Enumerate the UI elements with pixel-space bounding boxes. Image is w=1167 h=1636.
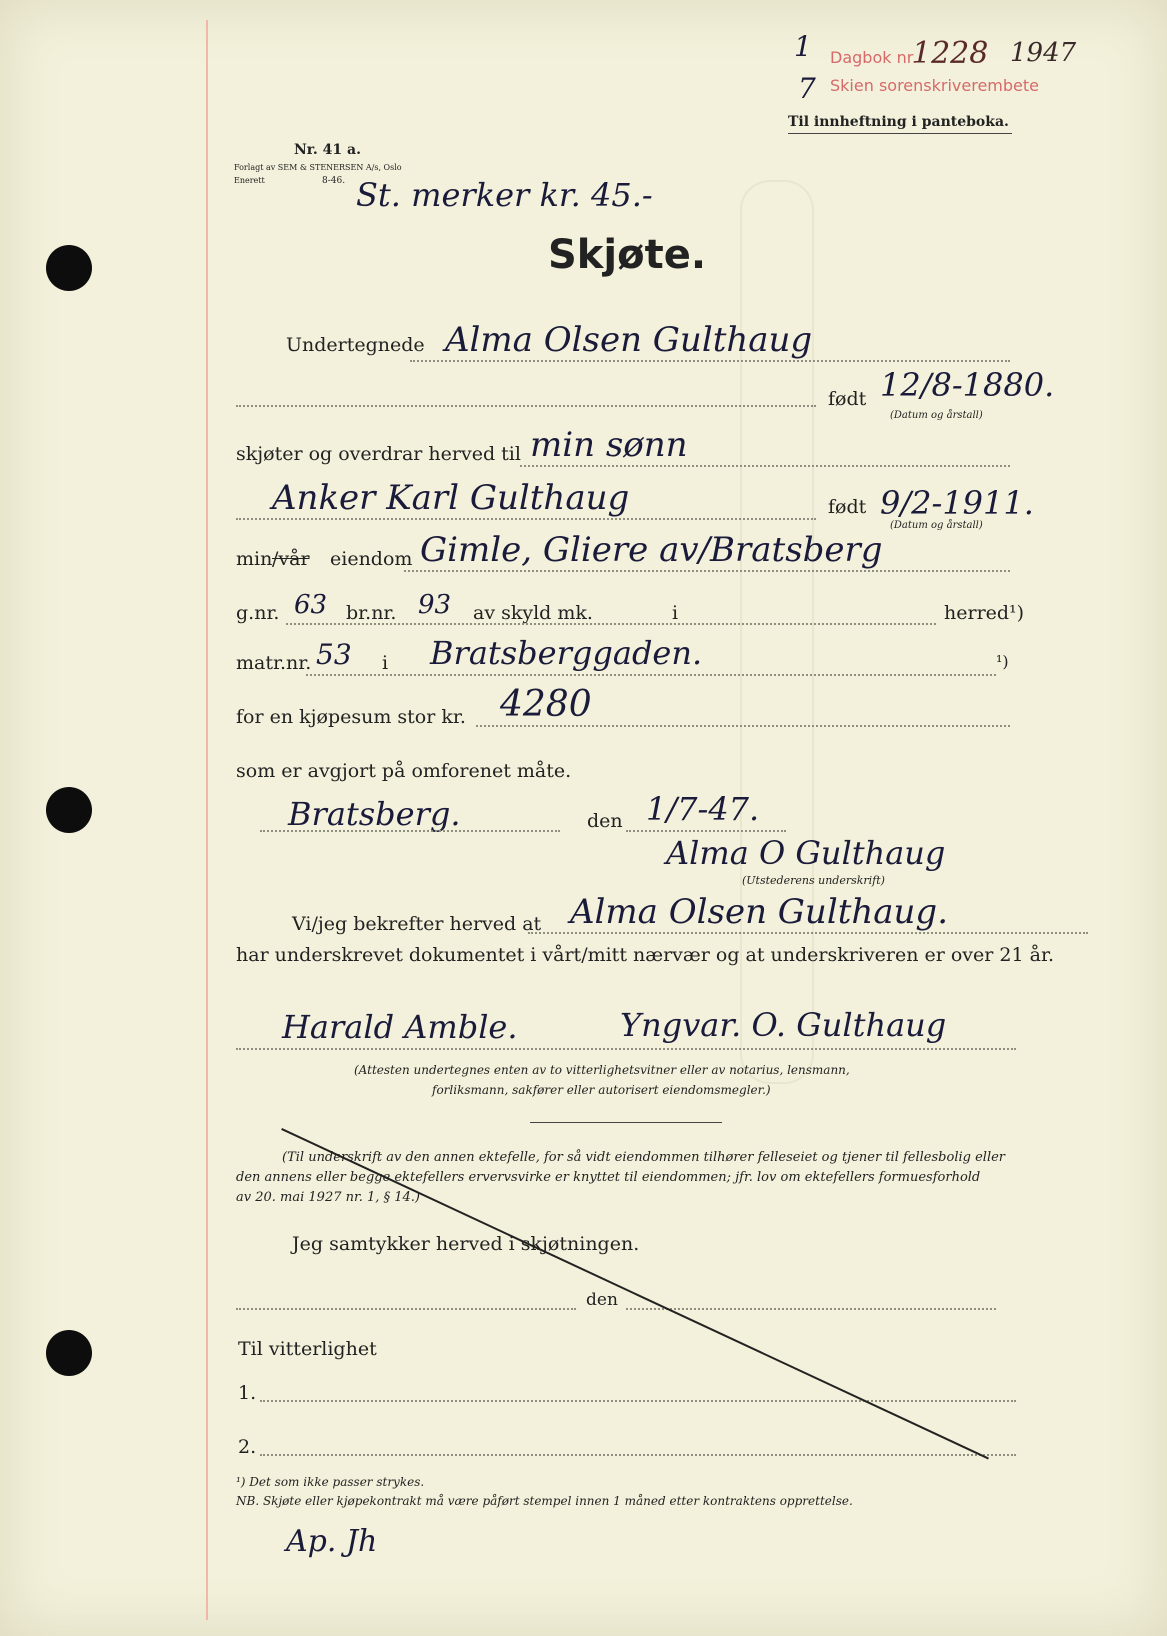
- gnr-label: g.nr.: [236, 602, 280, 624]
- undertegnede-value: Alma Olsen Gulthaug: [445, 320, 813, 360]
- dotted-line: [528, 932, 1088, 934]
- dotted-line: [410, 360, 1010, 362]
- dotted-line: [260, 830, 560, 832]
- attest-note-1: (Attesten undertegnes enten av to vitterlighetsvitner eller av notarius, lensmann,: [354, 1063, 850, 1077]
- dotted-line: [236, 1048, 1016, 1050]
- utsteder-note: (Utstederens underskrift): [742, 874, 885, 887]
- publisher-line-1: Forlagt av SEM & STENERSEN A/s, Oslo: [234, 163, 402, 172]
- eiendom-label-c: eiendom: [330, 548, 413, 570]
- page-title: Skjøte.: [548, 232, 707, 278]
- spouse-text-1: (Til underskrift av den annen ektefelle, for så vidt eiendommen tilhører felleseiet og tjener til fellesbolig eller: [282, 1150, 1006, 1165]
- dotted-line: [286, 623, 936, 625]
- publisher-date: 8-46.: [322, 176, 346, 186]
- dotted-line: [306, 674, 996, 676]
- dotted-line: [260, 1454, 1016, 1456]
- dotted-line: [404, 570, 1010, 572]
- skjoter-label: skjøter og overdrar herved til: [236, 443, 521, 465]
- place-value: Bratsberg.: [288, 795, 461, 833]
- dotted-line: [236, 1308, 576, 1310]
- fodt-label: født: [828, 388, 867, 410]
- den-label: den: [587, 810, 623, 832]
- kjopesum-value: 4280: [500, 684, 592, 725]
- fodt-value-1: 12/8-1880.: [880, 366, 1055, 404]
- consent-text: Jeg samtykker herved i skjøtningen.: [292, 1233, 640, 1255]
- spouse-text-3: av 20. mai 1927 nr. 1, § 14.): [236, 1190, 420, 1205]
- footer-initials: Ap. Jh: [286, 1524, 378, 1559]
- date-fraction-bottom: 7: [798, 72, 816, 105]
- fodt-label-2: født: [828, 496, 867, 518]
- matr-i-label: i: [382, 652, 389, 674]
- handwritten-reference: St. merker kr. 45.-: [356, 176, 653, 214]
- brnr-value: 93: [418, 590, 452, 620]
- punch-hole: [46, 787, 92, 833]
- matr-value: 53: [316, 638, 352, 671]
- stamp-diary-label: Dagbok nr.: [830, 48, 917, 67]
- skyld-label: av skyld mk.: [473, 602, 593, 624]
- dotted-line: [236, 518, 816, 520]
- skjoter-value: min sønn: [530, 425, 688, 465]
- kjopesum-label: for en kjøpesum stor kr.: [236, 706, 466, 728]
- buyer-value: Anker Karl Gulthaug: [272, 478, 630, 518]
- datum-note-2: (Datum og årstall): [890, 520, 983, 531]
- dotted-line: [626, 830, 786, 832]
- i-label: i: [672, 602, 679, 624]
- dotted-line: [476, 725, 1010, 727]
- attest-note-2: forliksmann, sakfører eller autorisert eiendomsmegler.): [432, 1083, 771, 1097]
- witness-2: Yngvar. O. Gulthaug: [620, 1006, 947, 1044]
- avgjort-label: som er avgjort på omforenet måte.: [236, 760, 572, 782]
- stamp-diary-number: 1228: [912, 36, 989, 71]
- herred-label: herred¹): [944, 602, 1025, 624]
- dotted-line: [626, 1308, 996, 1310]
- stamp-year: 1947: [1010, 38, 1077, 68]
- attest-label: Vi/jeg bekrefter herved at: [292, 913, 542, 935]
- footer-note-1: ¹) Det som ikke passer strykes.: [236, 1475, 425, 1489]
- margin-line: [206, 20, 208, 1620]
- witness-1: Harald Amble.: [282, 1008, 518, 1046]
- punch-hole: [46, 245, 92, 291]
- dotted-line: [520, 465, 1010, 467]
- vitterlighet-label: Til vitterlighet: [238, 1338, 377, 1360]
- gnr-value: 63: [294, 590, 328, 620]
- date-value: 1/7-47.: [646, 790, 760, 828]
- witness-item-2: 2.: [238, 1436, 257, 1458]
- spouse-text-2: den annens eller begge ektefellers ervervsvirke er knyttet til eiendommen; jfr. lov om ektefellers formuesforhold: [236, 1170, 981, 1185]
- dotted-line: [236, 405, 816, 407]
- witness-item-1: 1.: [238, 1382, 257, 1404]
- spouse-den-label: den: [586, 1290, 618, 1310]
- footer-note-2: NB. Skjøte eller kjøpekontrakt må være påført stempel innen 1 måned etter kontraktens opprettelse.: [236, 1494, 853, 1508]
- brnr-label: br.nr.: [346, 602, 397, 624]
- divider: [530, 1122, 722, 1123]
- eiendom-label-b: /vår: [272, 548, 310, 570]
- form-number: Nr. 41 a.: [294, 142, 361, 158]
- publisher-line-2: Enerett: [234, 176, 265, 185]
- stamp-office: Skien sorenskriverembete: [830, 76, 1039, 95]
- datum-note: (Datum og årstall): [890, 410, 983, 421]
- date-fraction-top: 1: [794, 30, 812, 63]
- matr-place: Bratsberggaden.: [430, 634, 703, 672]
- attest-statement: har underskrevet dokumentet i vårt/mitt nærvær og at underskriveren er over 21 år.: [236, 944, 1054, 966]
- attest-value: Alma Olsen Gulthaug.: [570, 892, 949, 932]
- undertegnede-label: Undertegnede: [286, 334, 425, 356]
- matr-note: ¹): [996, 652, 1009, 671]
- matr-label: matr.nr.: [236, 652, 312, 674]
- underline: [788, 133, 1012, 134]
- punch-hole: [46, 1330, 92, 1376]
- issuer-signature: Alma O Gulthaug: [666, 834, 946, 872]
- eiendom-value: Gimle, Gliere av/Bratsberg: [420, 530, 883, 570]
- stamp-note: Til innheftning i panteboka.: [788, 114, 1009, 130]
- eiendom-label-a: min: [236, 548, 273, 570]
- dotted-line: [260, 1400, 1016, 1402]
- fodt-value-2: 9/2-1911.: [880, 484, 1034, 522]
